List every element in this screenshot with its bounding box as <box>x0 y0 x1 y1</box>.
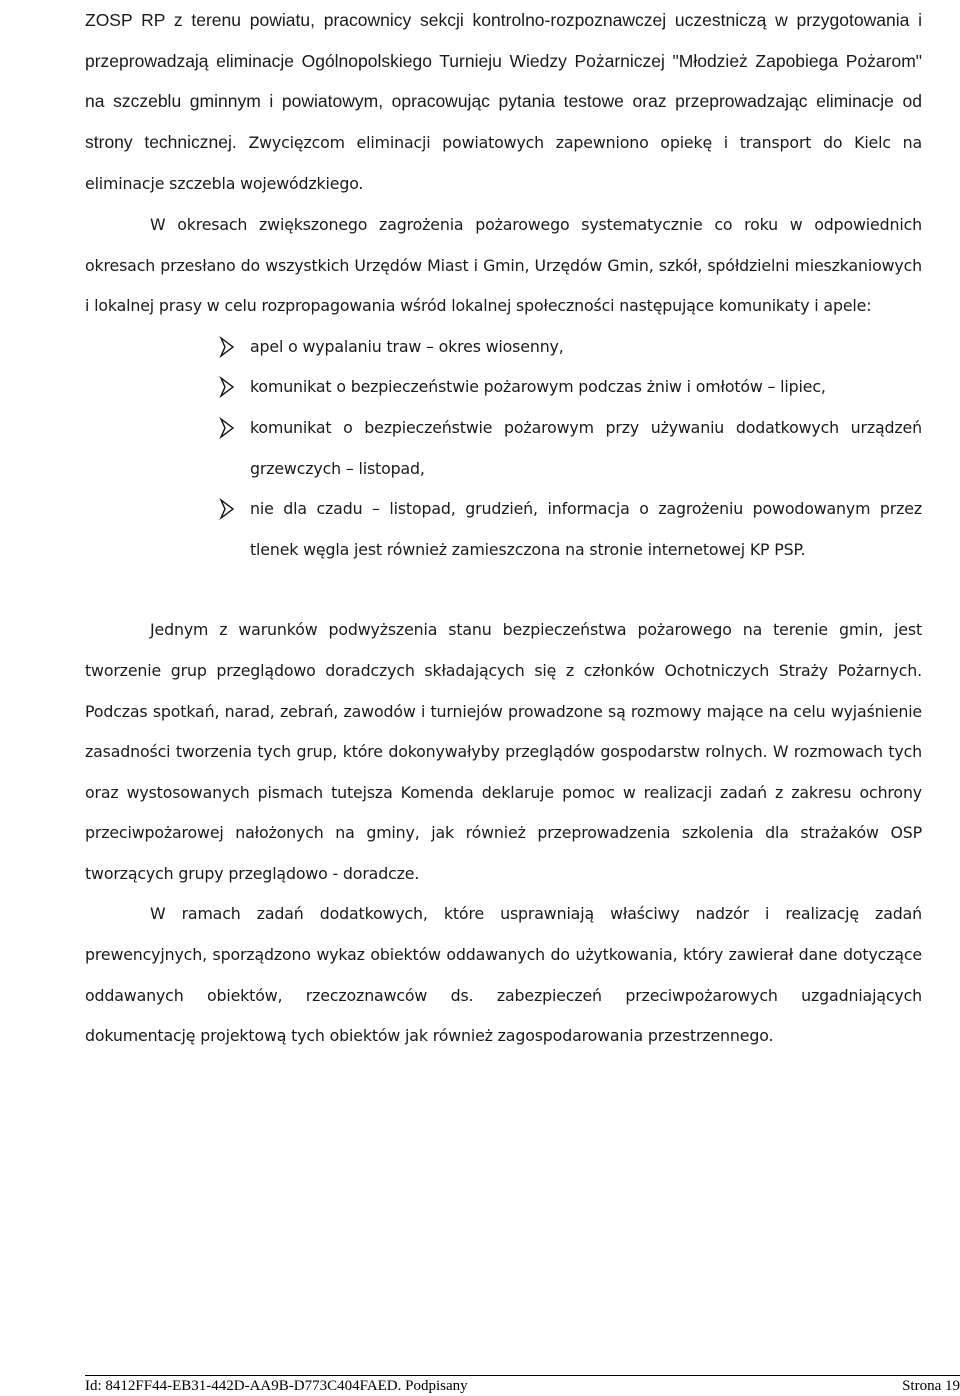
paragraph-osp-tournament-part1: ZOSP RP z terenu powiatu, pracownicy sekcji kontrolno-rozpoznawczej uczestniczą w przygotowania i przeprowadzają eliminacje Ogólnopolskiego Turnieju Wiedzy Pożarniczej "Młodzież Zapobiega Pożarom" na szczeblu gminnym i powiatowym, opracowując pytania testowe oraz przeprowadzając eliminacje od strony technicznej. <box>85 10 922 152</box>
list-item-text: apel o wypalaniu traw – okres wiosenny, <box>250 336 564 356</box>
document-id-signature: Id: 8412FF44-EB31-442D-AA9B-D773C404FAED. Podpisany <box>85 1378 468 1394</box>
arrowhead-bullet-icon <box>219 336 235 358</box>
list-item <box>85 489 922 570</box>
list-item-text: komunikat o bezpieczeństwie pożarowym przy używaniu dodatkowych urządzeń grzewczych – listopad, <box>250 417 922 478</box>
list-item-text: nie dla czadu – listopad, grudzień, informacja o zagrożeniu powodowanym przez tlenek węgla jest również zamieszczona na stronie internetowej KP PSP. <box>250 499 922 559</box>
notices-list <box>85 327 922 571</box>
document-body <box>85 0 922 1057</box>
arrowhead-bullet-icon <box>219 376 235 398</box>
arrowhead-bullet-icon <box>219 498 235 520</box>
paragraph-osp-tournament-part2: Zwycięzcom eliminacji powiatowych zapewniono opiekę i transport do Kielc na eliminacje szczebla wojewódzkiego. <box>85 132 922 194</box>
arrowhead-bullet-icon <box>219 417 235 439</box>
paragraph-osp-tournament <box>85 0 922 205</box>
list-item <box>85 327 922 368</box>
page-number: Strona 19 <box>902 1378 960 1394</box>
footer-divider <box>85 1375 960 1376</box>
list-item <box>85 367 922 408</box>
paragraph-review-groups: Jednym z warunków podwyższenia stanu bezpieczeństwa pożarowego na terenie gmin, jest tworzenie grup przeglądowo doradczych składających się z członków Ochotniczych Straży Pożarnych. Podczas spotkań, narad, zebrań, zawodów i turniejów prowadzone są rozmowy mające na celu wyjaśnienie zasadności tworzenia tych grup, które dokonywałyby przeglądów gospodarstw rolnych. W rozmowach tych oraz wystosowanych pismach tutejsza Komenda deklaruje pomoc w realizacji zadań z zakresu ochrony przeciwpożarowej nałożonych na gminy, jak również przeprowadzenia szkolenia dla strażaków OSP tworzących grupy przeglądowo - doradcze. <box>85 620 922 883</box>
paragraph-fire-risk-notices: W okresach zwiększonego zagrożenia pożarowego systematycznie co roku w odpowiednich okresach przesłano do wszystkich Urzędów Miast i Gmin, Urzędów Gmin, szkół, spółdzielni mieszkaniowych i lokalnej prasy w celu rozpropagowania wśród lokalnej społeczności następujące komunikaty i apele: <box>85 214 922 316</box>
paragraph-spacer <box>85 570 922 610</box>
list-item-text: komunikat o bezpieczeństwie pożarowym podczas żniw i omłotów – lipiec, <box>250 377 826 397</box>
list-item <box>85 408 922 489</box>
paragraph-additional-tasks: W ramach zadań dodatkowych, które usprawniają właściwy nadzór i realizację zadań prewencyjnych, sporządzono wykaz obiektów oddawanych do użytkowania, który zawierał dane dotyczące oddawanych obiektów, rzeczoznawców ds. zabezpieczeń przeciwpożarowych uzgadniających dokumentację projektową tych obiektów jak również zagospodarowania przestrzennego. <box>85 904 922 1046</box>
page-footer <box>85 1377 960 1395</box>
